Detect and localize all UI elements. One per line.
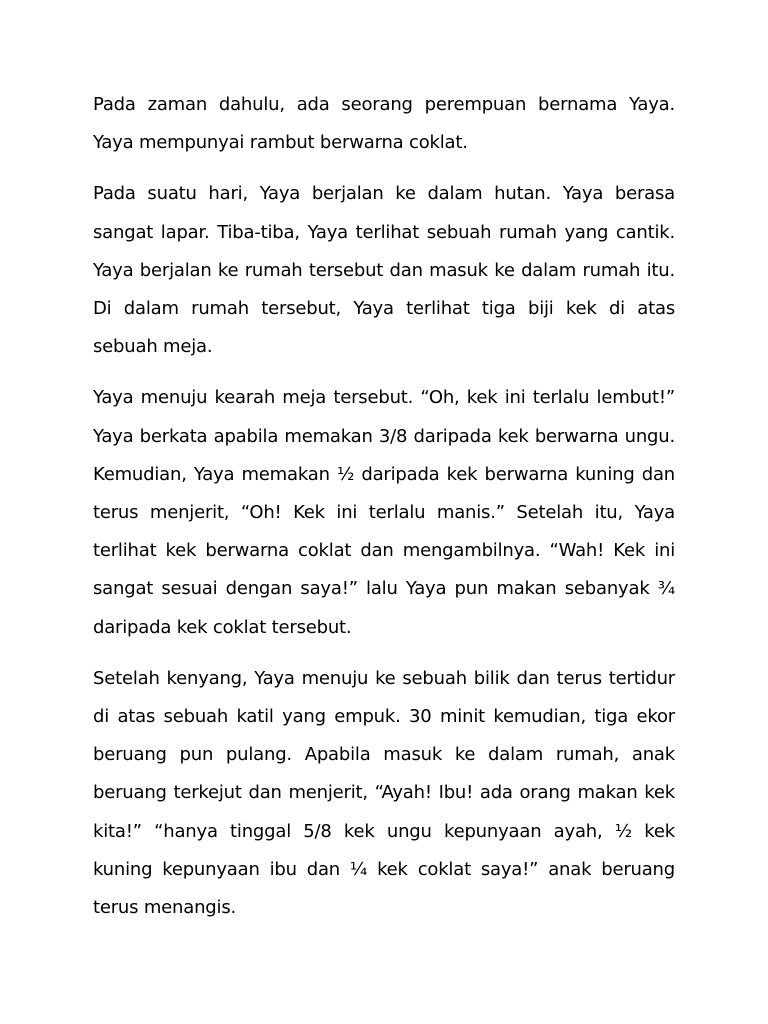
document-page	[93, 86, 675, 940]
paragraph-3: Yaya menuju kearah meja tersebut. “Oh, kek ini terlalu lembut!” Yaya berkata apabila memakan 3/8 daripada kek berwarna ungu. Kemudian, Yaya memakan ½ daripada kek berwarna kuning dan terus menjerit, “Oh! Kek ini terlalu manis.” Setelah itu, Yaya terlihat kek berwarna coklat dan mengambilnya. “Wah! Kek ini sangat sesuai dengan saya!” lalu Yaya pun makan sebanyak ¾ daripada kek coklat tersebut.	[93, 387, 675, 638]
paragraph-4: Setelah kenyang, Yaya menuju ke sebuah bilik dan terus tertidur di atas sebuah katil yang empuk. 30 minit kemudian, tiga ekor beruang pun pulang. Apabila masuk ke dalam rumah, anak beruang terkejut dan menjerit, “Ayah! Ibu! ada orang makan kek kita!” “hanya tinggal 5/8 kek ungu kepunyaan ayah, ½ kek kuning kepunyaan ibu dan ¼ kek coklat saya!” anak beruang terus menangis.	[93, 667, 675, 919]
paragraph-2: Pada suatu hari, Yaya berjalan ke dalam hutan. Yaya berasa sangat lapar. Tiba-tiba, Yaya terlihat sebuah rumah yang cantik. Yaya berjalan ke rumah tersebut dan masuk ke dalam rumah itu. Di dalam rumah tersebut, Yaya terlihat tiga biji kek di atas sebuah meja.	[93, 183, 675, 358]
paragraph-1: Pada zaman dahulu, ada seorang perempuan bernama Yaya. Yaya mempunyai rambut berwarna coklat.	[93, 94, 675, 154]
